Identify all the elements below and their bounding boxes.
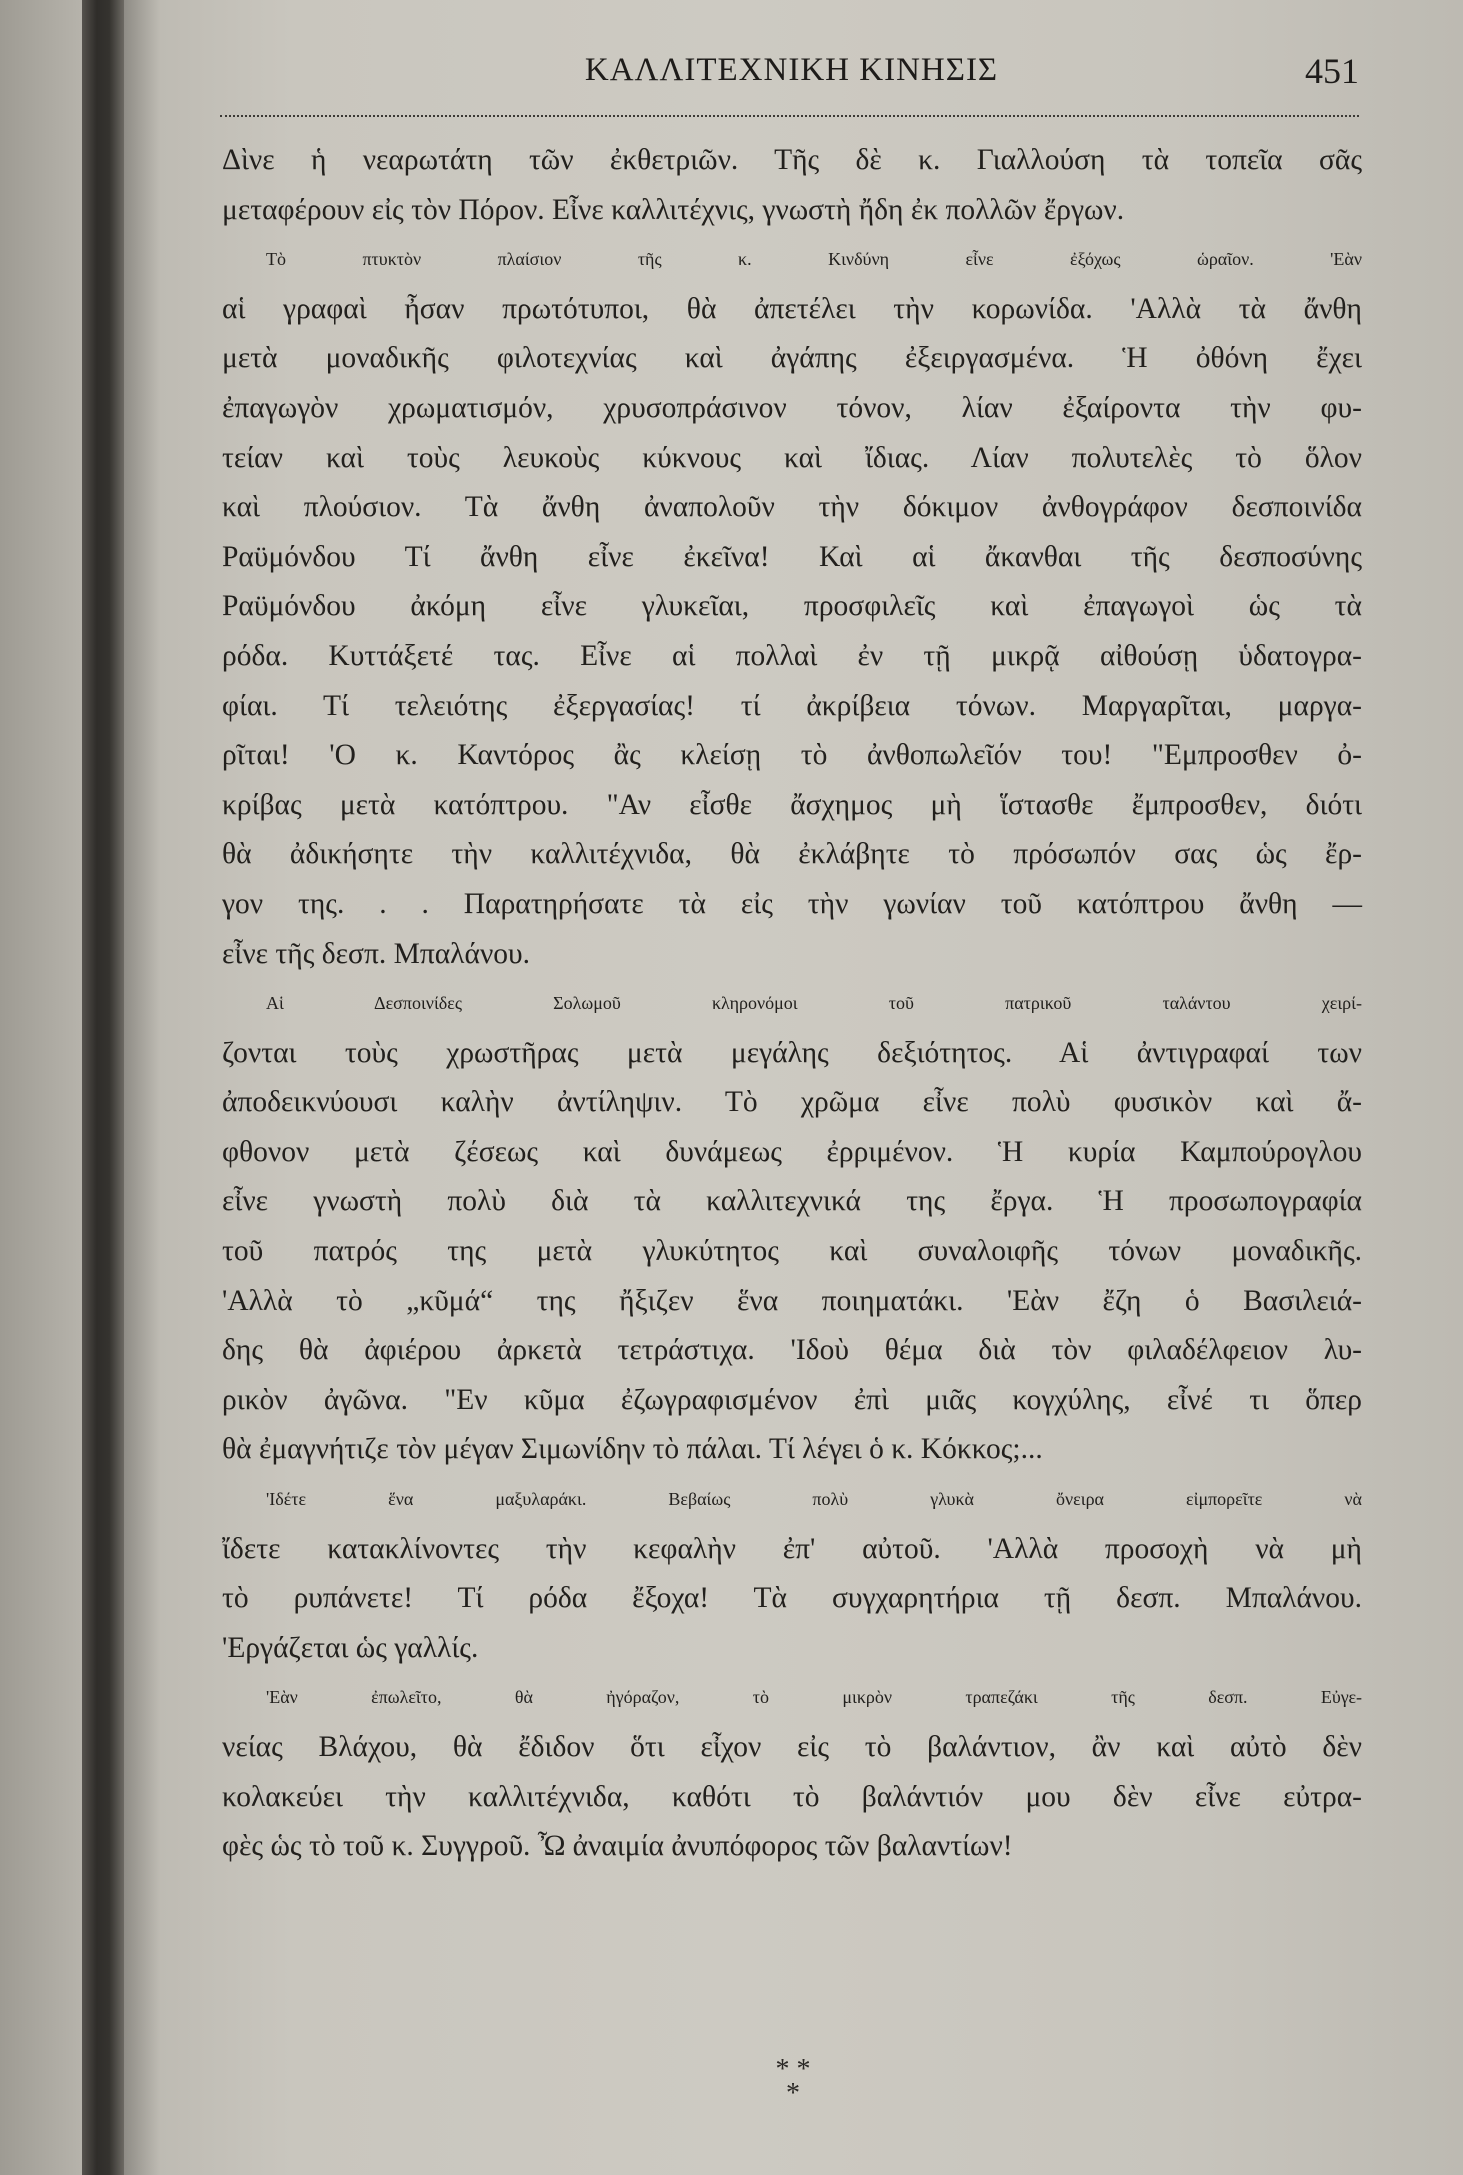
text-line: δης θὰ ἀφιέρου ἀρκετὰ τετράστιχα. 'Ιδοὺ θέμα διὰ τὸν φιλαδέλφειον λυ- <box>222 1334 1362 1367</box>
text-line: ἀποδεικνύουσι καλὴν ἀντίληψιν. Τὸ χρῶμα εἶνε πολὺ φυσικὸν καὶ ἄ- <box>222 1086 1362 1119</box>
paragraph <box>222 1673 1362 1871</box>
gutter-shadow <box>124 0 160 2175</box>
text-line: Δὶνε ἡ νεαρωτάτη τῶν ἐκθετριῶν. Τῆς δὲ κ. Γιαλλούση τὰ τοπεῖα σᾶς <box>222 144 1362 176</box>
page-number: 451 <box>1305 51 1359 91</box>
text-line: κρίβας μετὰ κατόπτρου. "Αν εἶσθε ἄσχημος μὴ ἵστασθε ἔμπροσθεν, διότι <box>222 788 1362 821</box>
text-line: θὰ ἀδικήσητε τὴν καλλιτέχνιδα, θὰ ἐκλάβητε τὸ πρόσωπόν σας ὡς ἔρ- <box>222 838 1362 871</box>
running-title: ΚΑΛΛΙΤΕΧΝΙΚΗ ΚΙΝΗΣΙΣ <box>584 52 999 88</box>
text-line: καὶ πλούσιον. Τὰ ἄνθη ἀναπολοῦν τὴν δόκιμον ἀνθογράφον δεσποινίδα <box>222 491 1362 524</box>
text-line: κολακεύει τὴν καλλιτέχνιδα, καθότι τὸ βαλάντιόν μου δὲν εἶνε εὐτρα- <box>222 1780 1362 1813</box>
text-line: ἐπαγωγὸν χρωματισμόν, χρυσοπράσινον τόνον, λίαν ἐξαίροντα τὴν φυ- <box>222 391 1362 424</box>
text-line: μεταφέρουν εἰς τὸν Πόρον. Εἶνε καλλιτέχνις, γνωστὴ ἤδη ἐκ πολλῶν ἔργων. <box>222 193 1125 226</box>
text-line: τοῦ πατρός της μετὰ γλυκύτητος καὶ συναλοιφῆς τόνων μοναδικῆς. <box>222 1235 1362 1268</box>
text-line: ζονται τοὺς χρωστῆρας μετὰ μεγάλης δεξιότητος. Αἱ ἀντιγραφαί των <box>222 1036 1362 1069</box>
text-line: εἶνε τῆς δεσπ. Μπαλάνου. <box>222 937 531 970</box>
text-line: Ραϋμόνδου ἀκόμη εἶνε γλυκεῖαι, προσφιλεῖς καὶ ἐπαγωγοὶ ὡς τὰ <box>222 590 1362 623</box>
paragraph <box>222 1475 1362 1673</box>
text-line: νείας Βλάχου, θὰ ἔδιδον ὅτι εἶχον εἰς τὸ βαλάντιον, ἂν καὶ αὐτὸ δὲν <box>222 1731 1362 1763</box>
article-body <box>222 136 1362 1872</box>
running-header <box>220 46 1363 96</box>
text-line: φίαι. Τί τελειότης ἐξεργασίας! τί ἀκρίβεια τόνων. Μαργαρῖται, μαργα- <box>222 689 1362 722</box>
paragraph <box>222 235 1362 979</box>
text-line: τὸ ρυπάνετε! Τί ρόδα ἔξοχα! Τὰ συγχαρητήρια τῇ δεσπ. Μπαλάνου. <box>222 1582 1362 1615</box>
text-line: Ραϋμόνδου Τί ἄνθη εἶνε ἐκεῖνα! Καὶ αἱ ἄκανθαι τῆς δεσποσύνης <box>222 540 1362 573</box>
asterism-bottom: * <box>786 2078 800 2109</box>
paragraph <box>222 979 1362 1475</box>
text-line: γον της. . . Παρατηρήσατε τὰ εἰς τὴν γωνίαν τοῦ κατόπτρου ἄνθη — <box>222 887 1362 920</box>
header-rule <box>220 115 1359 117</box>
text-line: φὲς ὡς τὸ τοῦ κ. Συγγροῦ. Ὦ ἀναιμία ἀνυπόφορος τῶν βαλαντίων! <box>222 1830 1013 1863</box>
text-line: τείαν καὶ τοὺς λευκοὺς κύκνους καὶ ἴδιας. Λίαν πολυτελὲς τὸ ὅλον <box>222 441 1362 474</box>
text-line: φθονον μετὰ ζέσεως καὶ δυνάμεως ἐρριμένον. Ἡ κυρία Καμπούρογλου <box>222 1135 1362 1168</box>
text-line: μετὰ μοναδικῆς φιλοτεχνίας καὶ ἀγάπης ἐξειργασμένα. Ἡ ὀθόνη ἔχει <box>222 342 1362 375</box>
text-line: ρικὸν ἀγῶνα. "Εν κῦμα ἐζωγραφισμένον ἐπὶ μιᾶς κογχύλης, εἶνέ τι ὅπερ <box>222 1383 1362 1416</box>
text-line: 'Ιδέτε ἕνα μαξυλαράκι. Βεβαίως πολὺ γλυκὰ ὄνειρα εἰμπορεῖτε νὰ <box>266 1489 1362 1510</box>
text-line: εἶνε γνωστὴ πολὺ διὰ τὰ καλλιτεχνικά της ἔργα. Ἡ προσωπογραφία <box>222 1185 1362 1218</box>
text-line: ρῖται! 'Ο κ. Καντόρος ἂς κλείσῃ τὸ ἀνθοπωλεῖόν του! "Εμπροσθεν ὀ- <box>222 739 1362 772</box>
text-line: θὰ ἐμαγνήτιζε τὸν μέγαν Σιμωνίδην τὸ πάλαι. Τί λέγει ὁ κ. Κόκκος;... <box>222 1433 1043 1466</box>
text-line: ἴδετε κατακλίνοντες τὴν κεφαλὴν ἐπ' αὐτοῦ. 'Αλλὰ προσοχὴ νὰ μὴ <box>222 1532 1362 1565</box>
text-line: Τὸ πτυκτὸν πλαίσιον τῆς κ. Κινδύνη εἶνε ἐξόχως ὡραῖον. 'Εὰν <box>266 249 1362 270</box>
asterism-top: * * <box>775 2054 811 2085</box>
text-line: 'Εργάζεται ὡς γαλλίς. <box>222 1631 479 1664</box>
text-line: Αἱ Δεσποινίδες Σολωμοῦ κληρονόμοι τοῦ πατρικοῦ ταλάντου χειρί- <box>266 993 1362 1014</box>
text-line: 'Αλλὰ τὸ „κῦμά“ της ἤξιζεν ἕνα ποιηματάκι. 'Εὰν ἔζη ὁ Βασιλειά- <box>222 1284 1362 1317</box>
text-line: ρόδα. Κυττάξετέ τας. Εἶνε αἱ πολλαὶ ἐν τῇ μικρᾷ αἰθούσῃ ὑδατογρα- <box>222 639 1362 672</box>
paragraph <box>222 136 1362 235</box>
text-line: 'Εὰν ἐπωλεῖτο, θὰ ἠγόραζον, τὸ μικρὸν τραπεζάκι τῆς δεσπ. Εὐγε- <box>266 1687 1362 1708</box>
text-line: αἱ γραφαὶ ἦσαν πρωτότυποι, θὰ ἀπετέλει τὴν κορωνίδα. 'Αλλὰ τὰ ἄνθη <box>222 292 1362 325</box>
book-binding-gutter <box>82 0 124 2175</box>
